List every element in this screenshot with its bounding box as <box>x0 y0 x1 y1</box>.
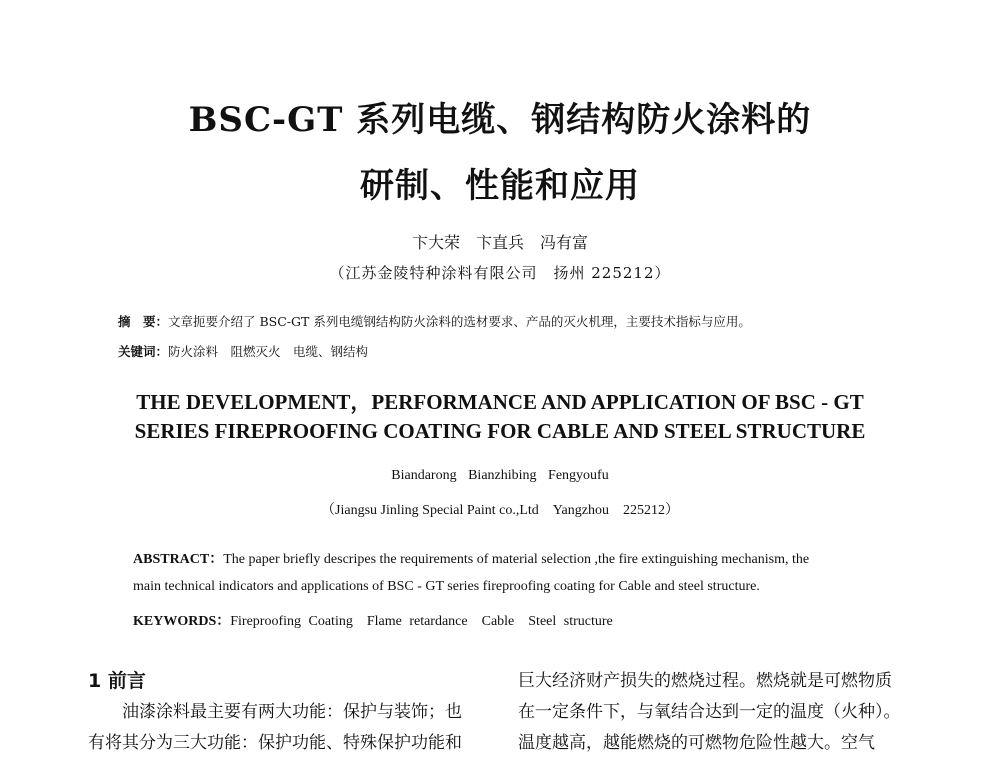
keywords-en-text: Fireproofing Coating Flame retardance Cable Steel structure <box>230 614 613 629</box>
body-line: 在一定条件下，与氧结合达到一定的温度（火种）。 <box>518 702 901 722</box>
affiliation-cn: （江苏金陵特种涂料有限公司 扬州 225212） <box>329 264 671 282</box>
affiliation-en: （Jiangsu Jinling Special Paint co.,Ltd Yangzhou 225212） <box>321 503 679 518</box>
authors-cn: 卞大荣 卞直兵 冯有富 <box>411 233 588 252</box>
abstract-cn-text: 文章扼要介绍了 BSC-GT 系列电缆钢结构防火涂料的选材要求、产品的灭火机理，主要技术指标与应用。 <box>168 314 751 329</box>
title-cn-line1: BSC-GT 系列电缆、钢结构防火涂料的 <box>188 100 812 140</box>
title-en-line2: SERIES FIREPROOFING COATING FOR CABLE AND STEEL STRUCTURE <box>134 419 866 443</box>
keywords-en <box>133 610 613 630</box>
keywords-en-label: KEYWORDS： <box>133 614 231 629</box>
abstract-cn-label: 摘 要： <box>118 314 169 329</box>
keywords-cn-text: 防火涂料 阻燃灭火 电缆、钢结构 <box>168 344 369 359</box>
body-line: 温度越高，越能燃烧的可燃物危险性越大。空气 <box>518 733 875 753</box>
keywords-cn-label: 关键词： <box>118 344 169 359</box>
abstract-cn <box>118 312 751 330</box>
body-column-left <box>88 666 488 759</box>
body-line: 巨大经济财产损失的燃烧过程。燃烧就是可燃物质 <box>518 671 892 691</box>
abstract-en-label: ABSTRACT： <box>133 552 224 567</box>
keywords-cn <box>118 342 368 360</box>
title-cn-line2: 研制、性能和应用 <box>360 166 640 206</box>
abstract-en-text1: The paper briefly descripes the requirements of material selection ,the fire extinguishing mechanism, the <box>223 552 810 567</box>
section-heading: 1 前言 <box>88 670 146 692</box>
title-en-line1: THE DEVELOPMENT，PERFORMANCE AND APPLICATION OF BSC - GT <box>136 390 864 414</box>
abstract-en-line1 <box>133 548 893 568</box>
body-line: 有将其分为三大功能：保护功能、特殊保护功能和 <box>88 733 462 753</box>
abstract-en-line2: main technical indicators and applications of BSC - GT series fireproofing coating for Cable and steel structure. <box>133 579 760 594</box>
body-column-right <box>518 666 918 759</box>
body-line: 油漆涂料最主要有两大功能：保护与装饰；也 <box>122 702 462 722</box>
authors-en: Biandarong Bianzhibing Fengyoufu <box>391 468 609 483</box>
